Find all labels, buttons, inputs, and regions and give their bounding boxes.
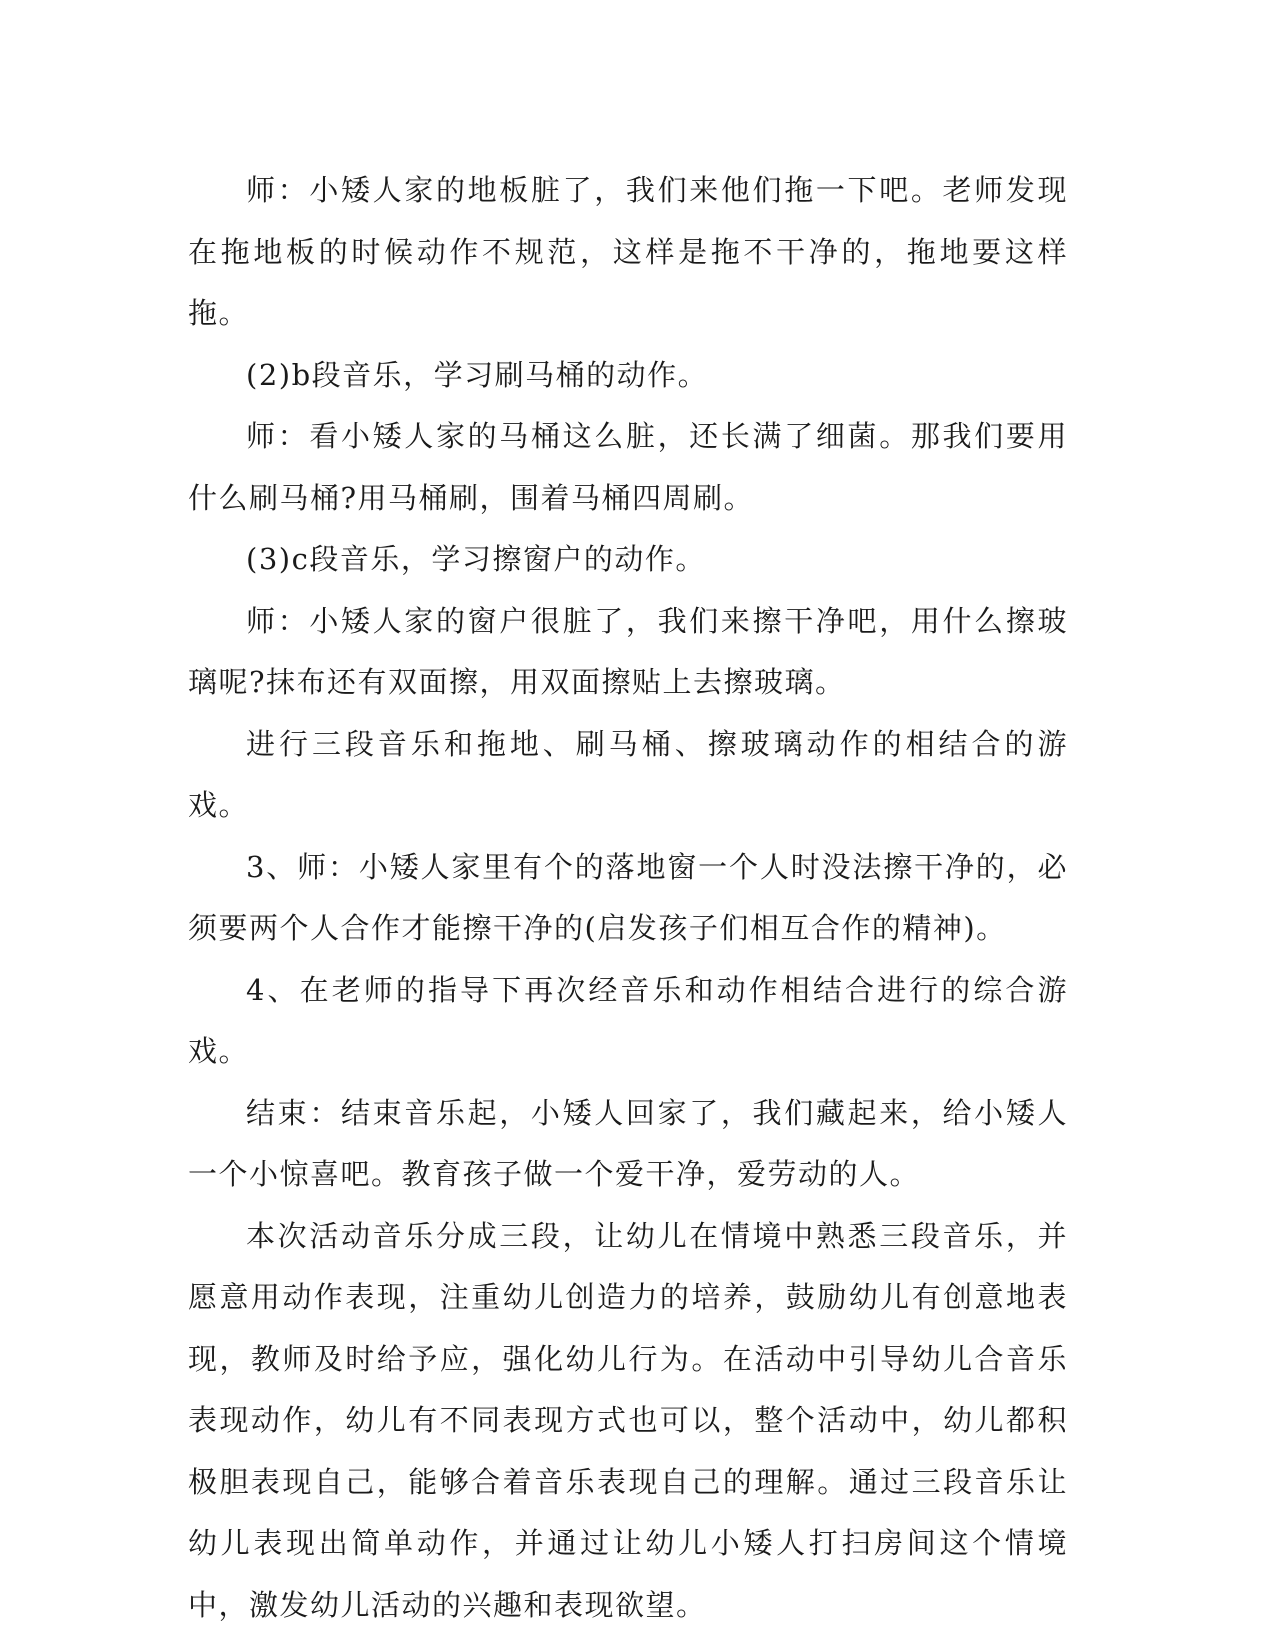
paragraph-combined-game: 进行三段音乐和拖地、刷马桶、擦玻璃动作的相结合的游戏。 — [188, 726, 1068, 822]
paragraph-step-4: 4、在老师的指导下再次经音乐和动作相结合进行的综合游戏。 — [188, 972, 1068, 1068]
paragraph-ending: 结束：结束音乐起，小矮人回家了，我们藏起来，给小矮人一个小惊喜吧。教育孩子做一个爱干净，爱劳动的人。 — [188, 1095, 1068, 1191]
paragraph-toilet-dialogue: 师：看小矮人家的马桶这么脏，还长满了细菌。那我们要用什么刷马桶?用马桶刷，围着马桶四周刷。 — [188, 419, 1068, 515]
document-body — [188, 160, 1068, 1636]
paragraph-section-c: (3)c段音乐，学习擦窗户的动作。 — [246, 542, 706, 576]
paragraph-window-dialogue: 师：小矮人家的窗户很脏了，我们来擦干净吧，用什么擦玻璃呢?抹布还有双面擦，用双面擦贴上去擦玻璃。 — [188, 603, 1068, 699]
paragraph-section-b: (2)b段音乐，学习刷马桶的动作。 — [246, 357, 709, 392]
paragraph-mopping-dialogue: 师：小矮人家的地板脏了，我们来他们拖一下吧。老师发现在拖地板的时候动作不规范，这样是拖不干净的，拖地要这样拖。 — [188, 173, 1068, 330]
paragraph-reflection: 本次活动音乐分成三段，让幼儿在情境中熟悉三段音乐，并愿意用动作表现，注重幼儿创造力的培养，鼓励幼儿有创意地表现，教师及时给予应，强化幼儿行为。在活动中引导幼儿合音乐表现动作，幼儿有不同表现方式也可以，整个活动中，幼儿都积极胆表现自己，能够合着音乐表现自己的理解。通过三段音乐让幼儿表现出简单动作，并通过让幼儿小矮人打扫房间这个情境中，激发幼儿活动的兴趣和表现欲望。 — [188, 1218, 1068, 1622]
paragraph-step-3: 3、师：小矮人家里有个的落地窗一个人时没法擦干净的，必须要两个人合作才能擦干净的(启发孩子们相互合作的精神)。 — [188, 849, 1068, 945]
